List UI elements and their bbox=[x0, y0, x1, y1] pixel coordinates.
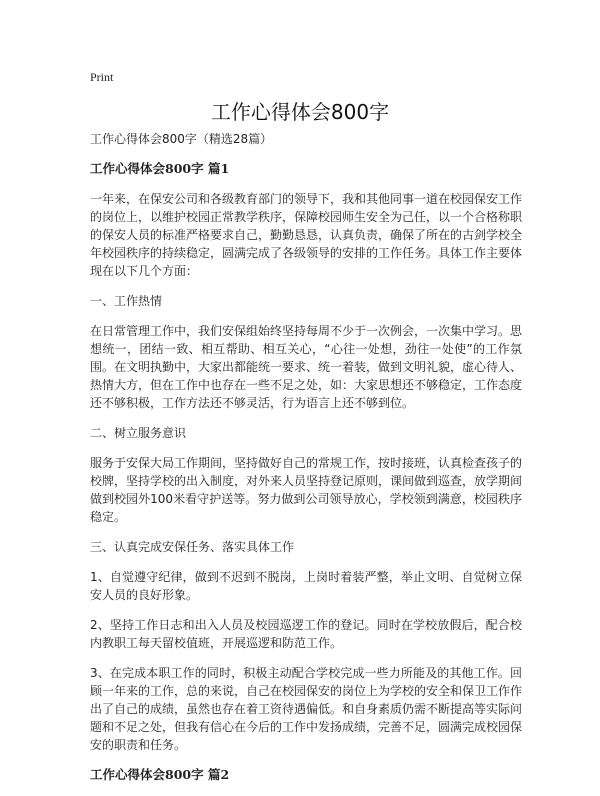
section-heading-2: 工作心得体会800字 篇2 bbox=[90, 767, 230, 782]
paragraph-daily-management: 在日常管理工作中，我们安保组始终坚持每周不少于一次例会，一次集中学习。思想统一，团结一致、相互帮助、相互关心，“心往一处想，劲往一处使”的工作氛围。在文明执勤中，大家出都能统一要求、统一着装，做到文明礼貌，虚心待人、热情大方，但在工作中也存在一些不足之处，如：大家思想还不够稳定，工作态度还不够积极，工作方法还不够灵活，行为语言上还不够到位。 bbox=[90, 324, 523, 410]
paragraph-service: 服务于安保大局工作期间，坚持做好自己的常规工作，按时接班，认真检查孩子的校牌，坚持学校的出入制度，对外来人员坚持登记原则，课间做到巡查，放学期间做到校园外100米看守护送等。努力做到公司领导放心，学校领到满意，校园秩序稳定。 bbox=[90, 456, 523, 524]
document-body bbox=[90, 130, 522, 796]
paragraph-item-1: 1、自觉遵守纪律，做到不迟到不脱岗，上岗时着装严整，举止文明、自觉树立保安人员的良好形象。 bbox=[90, 570, 522, 602]
paragraph-item-2: 2、坚持工作日志和出入人员及校园巡逻工作的登记。同时在学校放假后，配合校内教职工每天留校值班，开展巡逻和防范工作。 bbox=[90, 618, 522, 650]
subheading-security-tasks: 三、认真完成安保任务、落实具体工作 bbox=[90, 540, 295, 554]
document-title: 工作心得体会800字 bbox=[210, 100, 390, 124]
subheading-work-enthusiasm: 一、工作热情 bbox=[90, 294, 163, 308]
document-subtitle: 工作心得体会800字（精选28篇） bbox=[90, 132, 273, 146]
print-link[interactable]: Print bbox=[90, 70, 114, 84]
paragraph-item-3: 3、在完成本职工作的同时，积极主动配合学校完成一些力所能及的其他工作。回顾一年来的工作，总的来说，自己在校园保安的岗位上为学校的安全和保卫工作作出了自己的成绩，虽然也存在着工资待遇偏低。和自身素质仍需不断提高等实际问题和不足之处，但我有信心在今后的工作中发扬成绩，完善不足，圆满完成校园保安的职责和任务。 bbox=[90, 666, 523, 752]
paragraph-intro: 一年来，在保安公司和各级教育部门的领导下，我和其他同事一道在校园保安工作的岗位上，以维护校园正常教学秩序，保障校园师生安全为己任，以一个合格称职的保安人员的标准严格要求自己，勤勤恳恳，认真负责，确保了所在的古剑学校全年校园秩序的持续稳定，圆满完成了各级领导的安排的工作任务。具体工作主要体现在以下几个方面： bbox=[90, 192, 523, 278]
subheading-service-awareness: 二、树立服务意识 bbox=[90, 426, 187, 440]
section-heading-1: 工作心得体会800字 篇1 bbox=[90, 161, 230, 176]
